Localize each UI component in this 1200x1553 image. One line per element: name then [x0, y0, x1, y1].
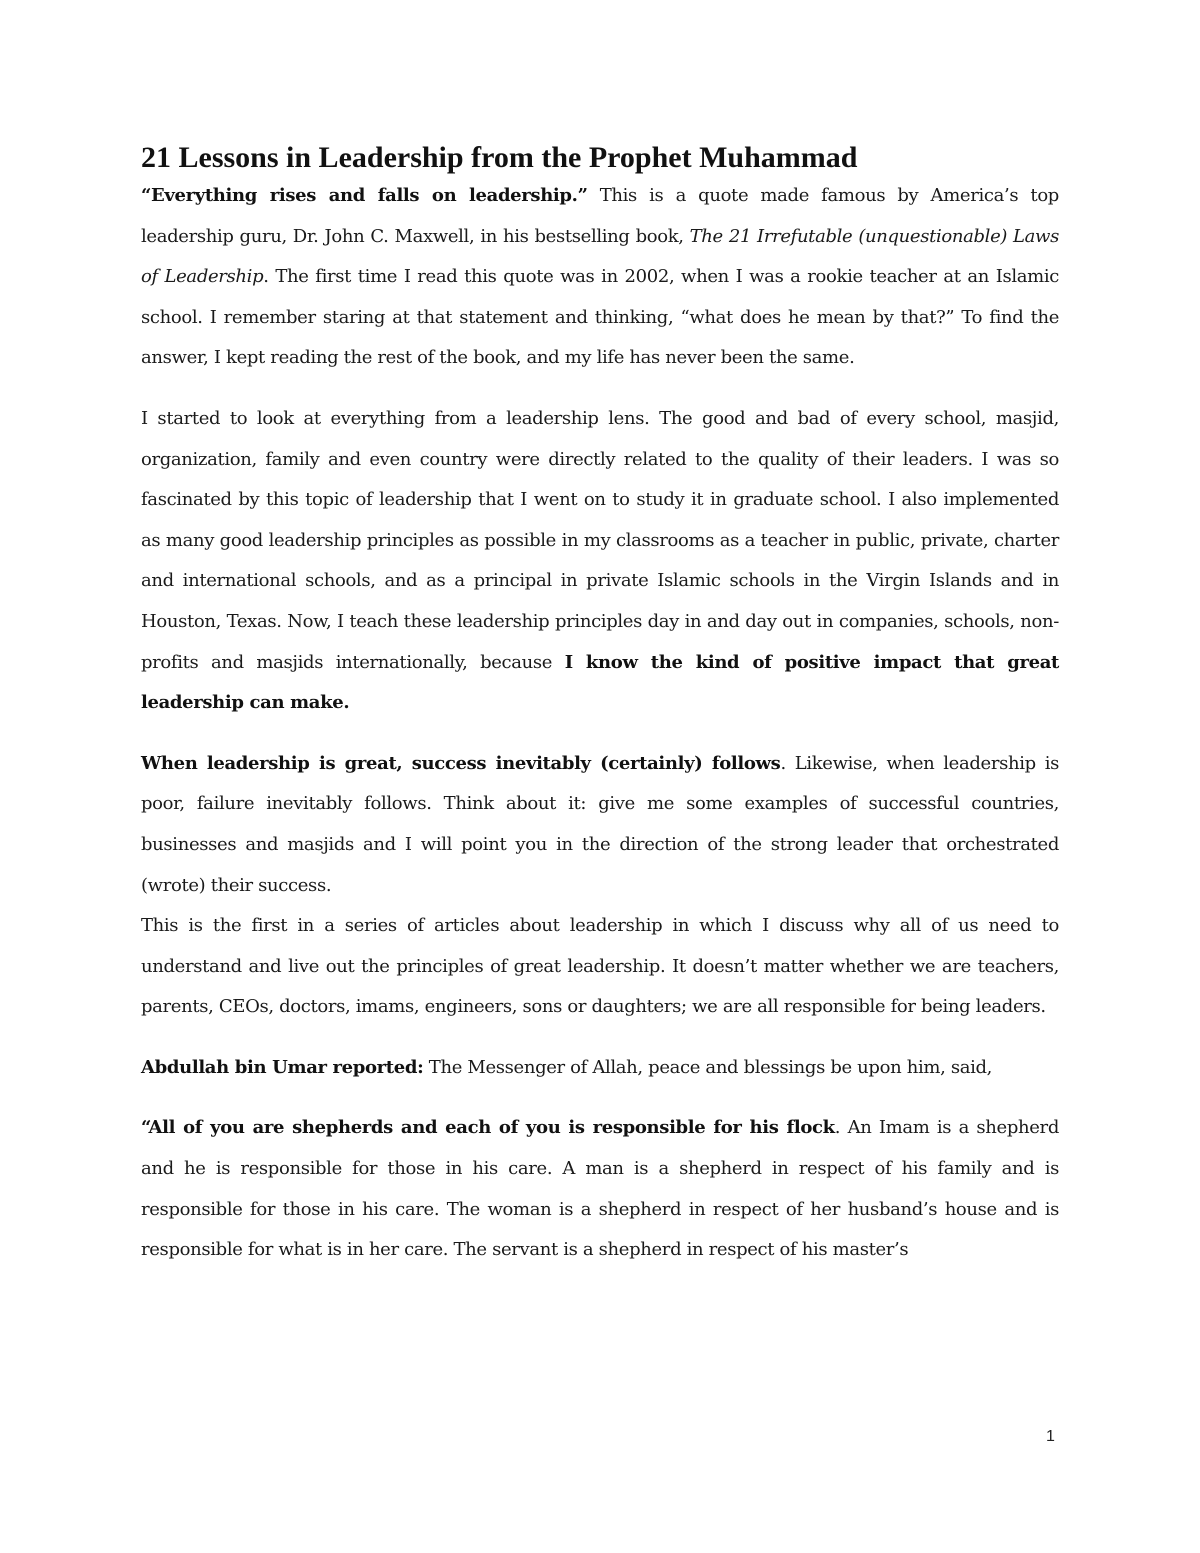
series-text: This is the first in a series of articles about leadership in which I discuss why all of us need to understand and live out the principles of great leadership. It doesn’t matter whether we are teachers, parents, CEOs, doctors, imams, engineers, sons or daughters; we are all responsible for being leaders.: [141, 915, 1059, 1018]
maxwell-quote: “Everything rises and falls on leadership.”: [141, 185, 588, 206]
paragraph-hadith-intro: [141, 1048, 1059, 1089]
paragraph-series: [141, 906, 1059, 1028]
document-page: [141, 140, 1059, 1271]
success-bold-text: When leadership is great, success inevitably (certainly) follows: [141, 752, 781, 774]
page-number: 1: [1046, 1428, 1055, 1445]
paragraph-spacer: [141, 724, 1059, 744]
paragraph-intro: [141, 176, 1059, 379]
hadith-bold-text: “All of you are shepherds and each of you is responsible for his flock: [141, 1117, 835, 1139]
success-text: . Likewise, when leadership is poor, failure inevitably follows. Think about it: give me some examples of successful countries, businesses and masjids and I will point you in the direction of the strong leader that orchestrated (wrote) their success.: [141, 752, 1059, 896]
paragraph-spacer: [141, 1028, 1059, 1048]
hadith-text: . An Imam is a shepherd and he is responsible for those in his care. A man is a shepherd in respect of his family and is responsible for those in his care. The woman is a shepherd in respect of her husband’s house and is responsible for what is in her care. The servant is a shepherd in respect of his master’s: [141, 1117, 1059, 1261]
intro-text-1: This is a quote made famous by America’s top leadership guru, Dr. John C. Maxwell, in his bestselling book,: [141, 185, 1059, 247]
narrator-label: Abdullah bin Umar reported:: [141, 1056, 424, 1078]
intro-text-2: . The first time I read this quote was in 2002, when I was a rookie teacher at an Islamic school. I remember staring at that statement and thinking, “what does he mean by that?” To find the answer, I kept reading the rest of the book, and my life has never been the same.: [141, 266, 1059, 369]
paragraph-spacer: [141, 379, 1059, 399]
paragraph-success: [141, 744, 1059, 906]
paragraph-hadith: [141, 1108, 1059, 1270]
paragraph-leadership-lens: [141, 399, 1059, 724]
lens-text: I started to look at everything from a leadership lens. The good and bad of every school, masjid, organization, family and even country were directly related to the quality of their leaders. I was so fascinated by this topic of leadership that I went on to study it in graduate school. I also implemented as many good leadership principles as possible in my classrooms as a teacher in public, private, charter and international schools, and as a principal in private Islamic schools in the Virgin Islands and in Houston, Texas. Now, I teach these leadership principles day in and day out in companies, schools, non-profits and masjids internationally, because: [141, 407, 1059, 673]
document-title: 21 Lessons in Leadership from the Prophet Muhammad: [141, 141, 858, 174]
book-title: The 21 Irrefutable (unquestionable) Laws of Leadership: [141, 225, 1059, 288]
paragraph-spacer: [141, 1088, 1059, 1108]
lens-bold-text: I know the kind of positive impact that great leadership can make.: [141, 651, 1059, 714]
hadith-intro-text: The Messenger of Allah, peace and blessings be upon him, said,: [423, 1056, 993, 1078]
